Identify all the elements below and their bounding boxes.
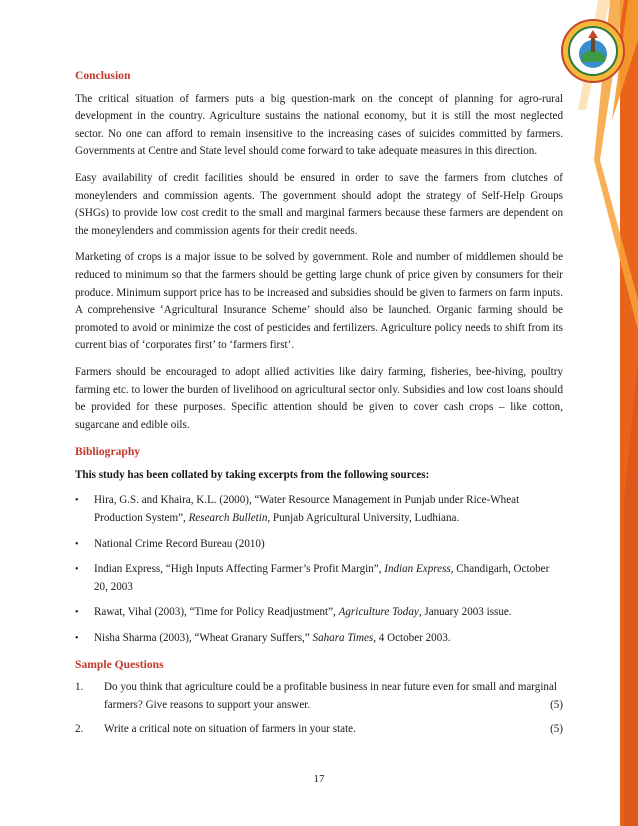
- sample-questions-list: [75, 679, 563, 739]
- bibliography-entry: [75, 604, 563, 622]
- entry-text-end: , 4 October 2003.: [373, 632, 451, 645]
- bibliography-entry: [75, 561, 563, 596]
- bullet-icon: •: [75, 564, 79, 576]
- question-item: [75, 721, 563, 739]
- question-number: 1.: [75, 681, 84, 694]
- bibliography-intro: This study has been collated by taking excerpts from the following sources:: [75, 468, 430, 481]
- circular-emblem-icon: [560, 18, 626, 84]
- entry-text-end: , Chandigarh, October 20, 2003: [94, 563, 550, 593]
- main-content: [75, 67, 563, 746]
- question-item: [75, 679, 563, 714]
- question-marks: (5): [550, 698, 563, 711]
- entry-text: Hira, G.S. and Khaira, K.L. (2000), “Water Resource Management in Punjab under Rice-Wheat Production System”,: [94, 494, 520, 525]
- bibliography-entry: [75, 630, 563, 648]
- conclusion-paragraph-3: Marketing of crops is a major issue to be solved by government. Role and number of middlemen should be reduced to minimum so that the farmers should be getting large chunk of price given by consumers for their produce. Minimum support price has to be increased and subsidies should be given to farmers on farm inputs. A comprehensive ‘Agricultural Insurance Scheme’ should also be launched. Organic farming should be promoted to avoid or minimize the cost of pesticides and fertilizers. Agriculture policy needs to shift from its current bias of ‘corporates first’ to ‘farmers first’.: [75, 251, 563, 352]
- entry-text: Nisha Sharma (2003), “Wheat Granary Suffers,”: [94, 632, 313, 645]
- entry-text-end: , Punjab Agricultural University, Ludhiana.: [267, 512, 460, 525]
- conclusion-paragraph-1: The critical situation of farmers puts a big question-mark on the concept of planning for agro-rural development in the country. Agriculture sustains the national economy, but it is still the most neglected sector. No one can afford to remain insensitive to the increasing cases of suicides committed by farmers. Governments at Centre and State level should come forward to take adequate measures in this direction.: [75, 92, 563, 158]
- conclusion-paragraph-2: Easy availability of credit facilities should be ensured in order to save the farmers from clutches of moneylenders and commission agents. The government should adopt the strategy of Self-Help Groups (SHGs) to provide low cost credit to the small and marginal farmers because these farmers are dependent on the moneylenders and commission agents for their credit needs.: [75, 171, 563, 237]
- conclusion-paragraph-4: Farmers should be encouraged to adopt allied activities like dairy farming, fisheries, bee-hiving, poultry farming etc. to lower the burden of livelihood on agricultural sector only. Subsidies and low cost loans should be provided for these purposes. Specific attention should be given to cover cash crops – like cotton, sugarcane and edible oils.: [75, 365, 563, 431]
- bullet-icon: •: [75, 538, 79, 550]
- entry-text: Indian Express, “High Inputs Affecting Farmer’s Profit Margin”,: [94, 563, 385, 576]
- entry-text-end: , January 2003 issue.: [418, 606, 512, 619]
- bibliography-heading: Bibliography: [75, 445, 141, 459]
- bibliography-entry: [75, 536, 563, 554]
- entry-source-title: Indian Express: [384, 563, 451, 576]
- question-text: Write a critical note on situation of farmers in your state.: [104, 723, 356, 736]
- question-number: 2.: [75, 723, 84, 736]
- entry-source-title: Sahara Times: [312, 632, 374, 645]
- bibliography-list: [75, 492, 563, 647]
- bibliography-entry: [75, 492, 563, 527]
- entry-source-title: Agriculture Today: [338, 606, 419, 619]
- bullet-icon: •: [75, 607, 79, 619]
- bullet-icon: •: [75, 633, 79, 645]
- bullet-icon: •: [75, 495, 79, 507]
- question-marks: (5): [550, 723, 563, 736]
- conclusion-heading: Conclusion: [75, 69, 131, 82]
- entry-text: National Crime Record Bureau (2010): [94, 537, 265, 550]
- side-banner-decoration: [558, 0, 638, 826]
- question-text: Do you think that agriculture could be a profitable business in near future even for small and marginal farmers? Give reasons to support your answer.: [104, 681, 557, 711]
- sample-questions-heading: Sample Questions: [75, 657, 164, 671]
- page-number: 17: [313, 773, 325, 785]
- entry-text: Rawat, Vihal (2003), “Time for Policy Readjustment”,: [94, 606, 339, 619]
- entry-source-title: Research Bulletin: [188, 512, 268, 525]
